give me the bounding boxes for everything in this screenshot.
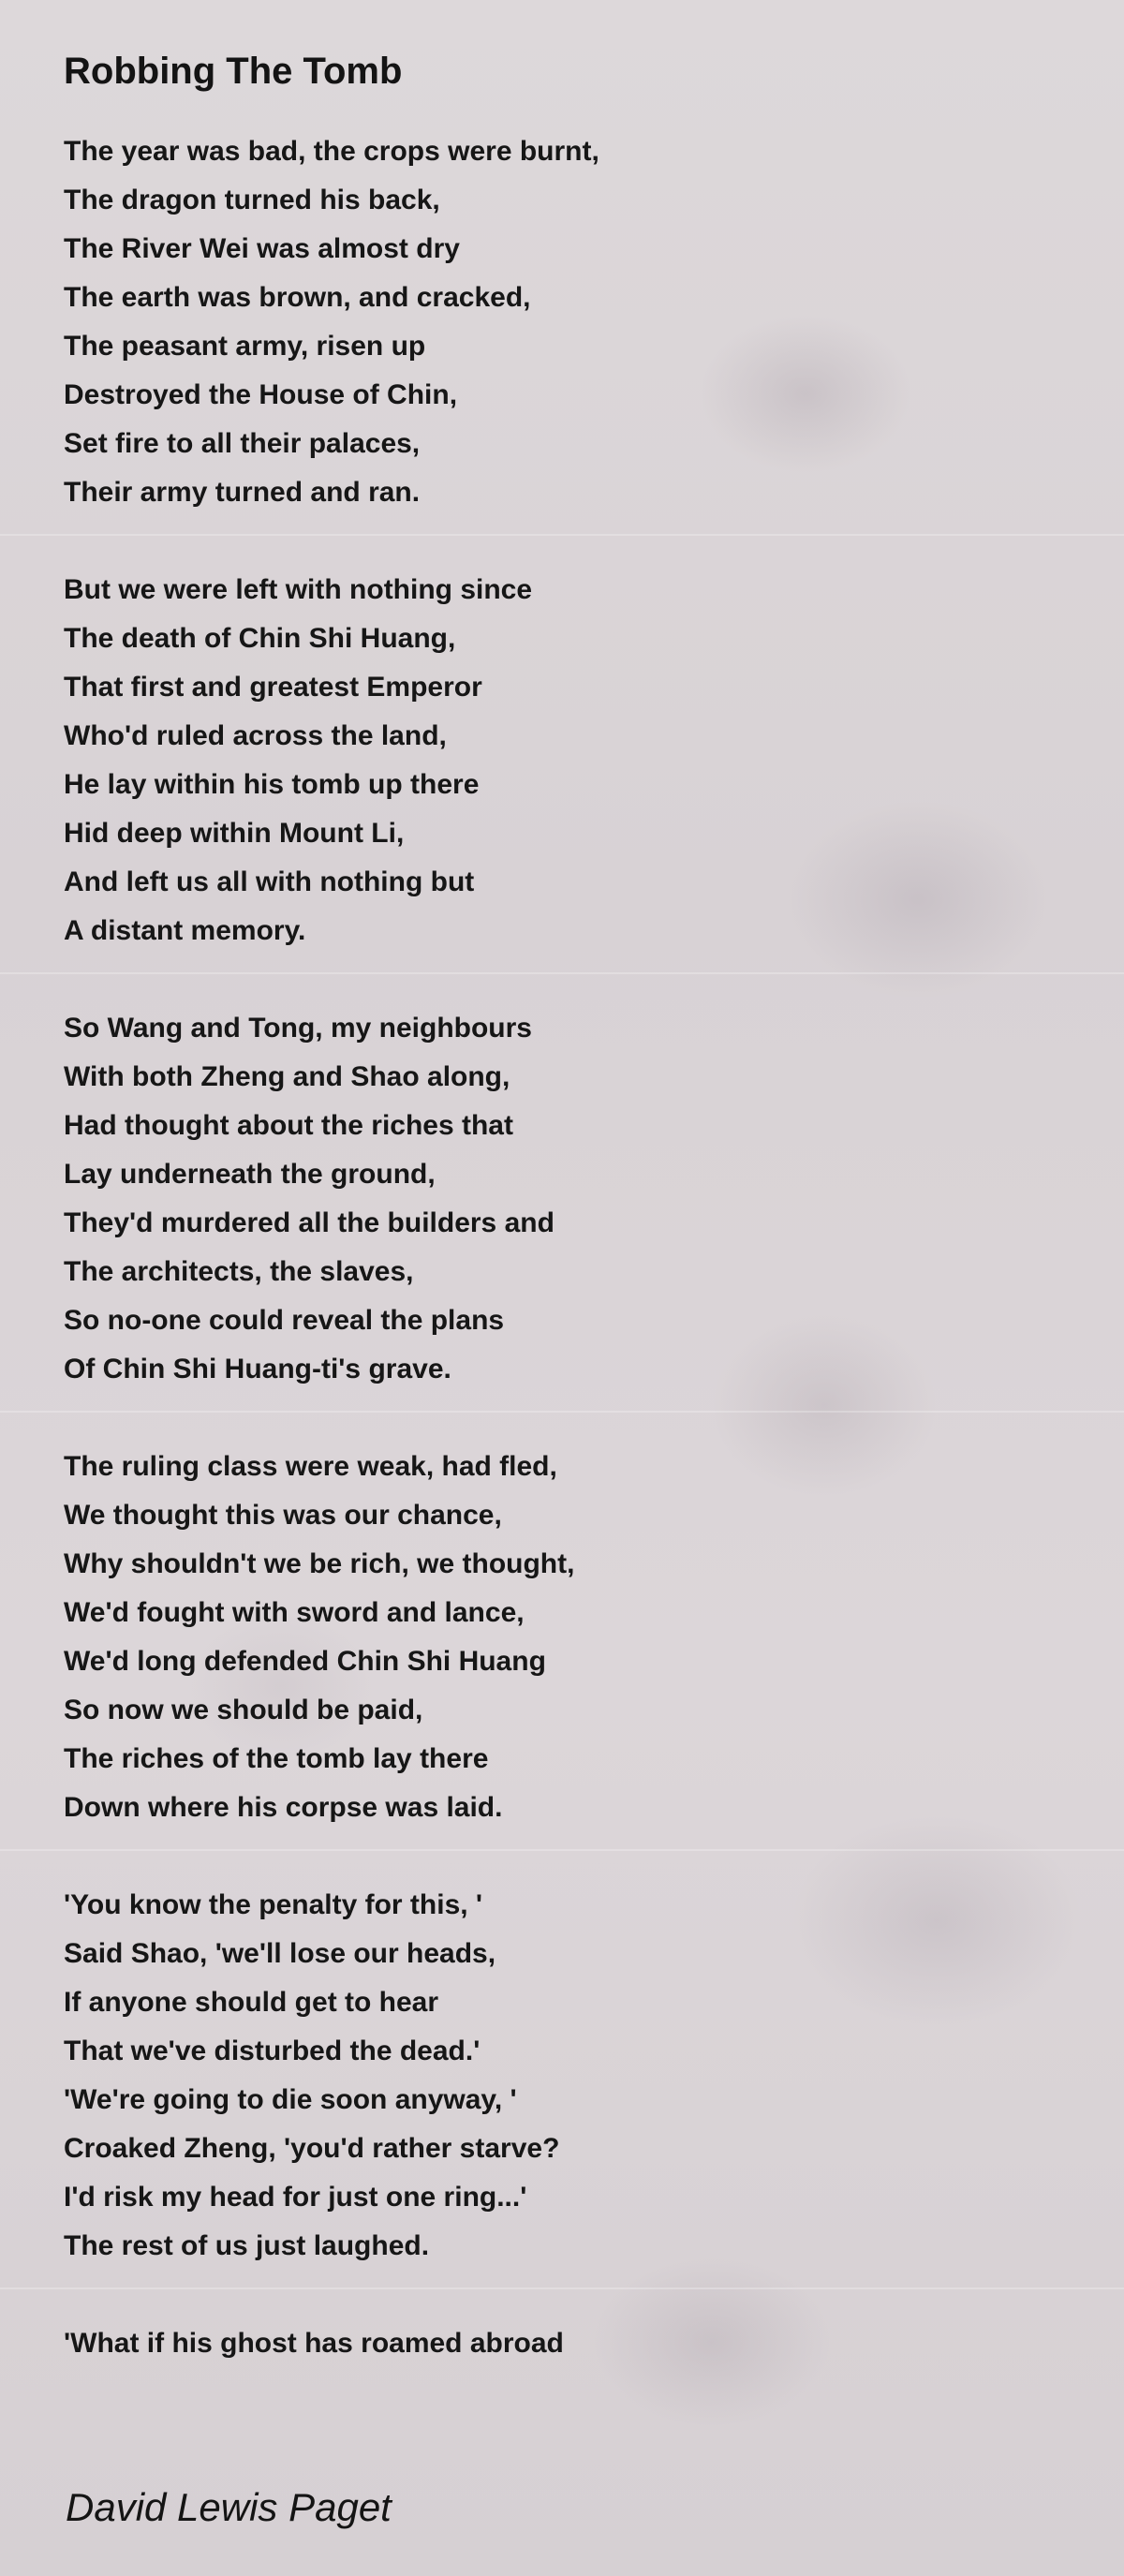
poem-line: The earth was brown, and cracked, [64,282,531,313]
poem-line: Said Shao, 'we'll lose our heads, [64,1938,496,1969]
poem-line: The dragon turned his back, [64,185,440,215]
poem-line: Their army turned and ran. [64,477,421,508]
poem-line: The rest of us just laughed. [64,2230,430,2261]
poem-stanza [64,1443,1075,1832]
poem-line: The year was bad, the crops were burnt, [64,136,599,167]
poem-line: The River Wei was almost dry [64,233,460,264]
poem-line: I'd risk my head for just one ring...' [64,2182,527,2213]
poem-line: Set fire to all their palaces, [64,428,421,459]
poem-line: The death of Chin Shi Huang, [64,623,456,654]
poem-line: Why shouldn't we be rich, we thought, [64,1548,575,1579]
poem-line: 'What if his ghost has roamed abroad [64,2328,564,2359]
poem-line: We'd long defended Chin Shi Huang [64,1646,546,1677]
poem-line: And left us all with nothing but [64,866,475,897]
poem-body [64,127,1075,2368]
poem-line: But we were left with nothing since [64,574,533,605]
poem-stanza [64,2319,1075,2368]
poem-line: A distant memory. [64,915,306,946]
poem-line: Had thought about the riches that [64,1110,513,1141]
poem-line: So no-one could reveal the plans [64,1305,505,1336]
poem-line: Croaked Zheng, 'you'd rather starve? [64,2133,560,2164]
poem-line: They'd murdered all the builders and [64,1207,555,1238]
poem-title: Robbing The Tomb [64,51,403,92]
poem [64,49,1075,2417]
poem-stanza [64,1004,1075,1394]
poem-line: Of Chin Shi Huang-ti's grave. [64,1354,451,1384]
poem-line: Destroyed the House of Chin, [64,379,458,410]
poem-line: He lay within his tomb up there [64,769,480,800]
poem-line: Down where his corpse was laid. [64,1792,503,1823]
poem-line: The architects, the slaves, [64,1256,414,1287]
poem-author: David Lewis Paget [66,2485,392,2529]
poem-line: With both Zheng and Shao along, [64,1061,510,1092]
poem-stanza [64,1881,1075,2271]
poem-line: Hid deep within Mount Li, [64,818,405,849]
poem-line: The peasant army, risen up [64,331,426,362]
poem-line: Who'd ruled across the land, [64,720,447,751]
poem-line: 'We're going to die soon anyway, ' [64,2084,517,2115]
poem-line: We thought this was our chance, [64,1500,502,1531]
poem-line: That we've disturbed the dead.' [64,2036,481,2066]
poem-line: So now we should be paid, [64,1695,423,1725]
poem-line: The riches of the tomb lay there [64,1743,489,1774]
poem-line: So Wang and Tong, my neighbours [64,1013,532,1044]
poem-line: We'd fought with sword and lance, [64,1597,525,1628]
poem-stanza [64,127,1075,517]
poem-line: Lay underneath the ground, [64,1159,436,1190]
poem-stanza [64,566,1075,955]
poem-line: The ruling class were weak, had fled, [64,1451,557,1482]
poem-line: If anyone should get to hear [64,1987,439,2018]
poem-line: 'You know the penalty for this, ' [64,1889,483,1920]
poem-line: That first and greatest Emperor [64,672,482,703]
